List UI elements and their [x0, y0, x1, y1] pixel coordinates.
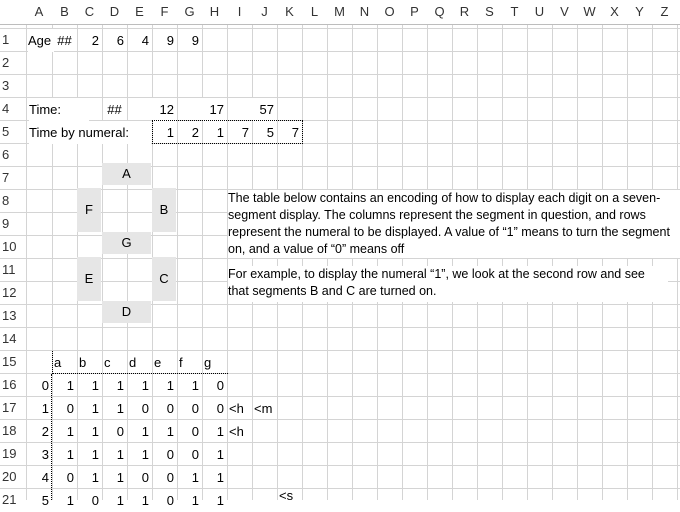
column-header[interactable]: I	[227, 0, 252, 24]
column-header[interactable]: R	[452, 0, 477, 24]
row-header[interactable]: 6	[2, 147, 10, 162]
row-header[interactable]: 17	[2, 400, 17, 415]
cell-g5[interactable]: 2	[191, 125, 199, 140]
example-paragraph: For example, to display the numeral “1”, we look at the second row and see that segments B and C are turned on.	[228, 266, 668, 302]
table-cell[interactable]: 1	[141, 493, 149, 508]
table-cell[interactable]: 1	[166, 378, 174, 393]
cell-j5[interactable]: 5	[266, 125, 274, 140]
column-header[interactable]: H	[202, 0, 227, 24]
row-header[interactable]: 20	[2, 469, 17, 484]
table-header-cell[interactable]: a	[54, 355, 62, 370]
table-cell[interactable]: 1	[216, 447, 224, 462]
column-header[interactable]: B	[52, 0, 77, 24]
table-cell[interactable]: 1	[66, 424, 74, 439]
cell-age-label[interactable]: Age	[28, 29, 54, 52]
row-header[interactable]: 9	[2, 216, 10, 231]
cell-j4[interactable]: 57	[252, 98, 277, 121]
segment-a[interactable]: A	[102, 163, 151, 185]
table-cell[interactable]: 0	[166, 493, 174, 508]
table-cell[interactable]: 1	[216, 470, 224, 485]
row-header[interactable]: 4	[2, 101, 10, 116]
table-extra-cell[interactable]: <s	[279, 488, 294, 503]
table-cell[interactable]: 0	[191, 447, 199, 462]
cell-h4[interactable]: 17	[202, 98, 227, 121]
cell-d1[interactable]: 6	[116, 33, 124, 48]
table-cell[interactable]: 0	[166, 470, 174, 485]
table-cell[interactable]: 1	[141, 447, 149, 462]
table-row-digit[interactable]: 4	[41, 470, 49, 485]
column-header[interactable]: O	[377, 0, 402, 24]
column-header[interactable]: Y	[627, 0, 652, 24]
row-header[interactable]: 12	[2, 285, 17, 300]
table-extra-cell[interactable]: <h	[229, 401, 244, 416]
table-cell[interactable]: 0	[141, 401, 149, 416]
row-header[interactable]: 18	[2, 423, 17, 438]
column-header[interactable]: W	[577, 0, 602, 24]
table-header-cell[interactable]: c	[104, 355, 111, 370]
row-header[interactable]: 8	[2, 193, 10, 208]
row-header[interactable]: 15	[2, 354, 17, 369]
table-cell[interactable]: 0	[141, 470, 149, 485]
table-cell[interactable]: 0	[66, 470, 74, 485]
table-cell[interactable]: 0	[116, 424, 124, 439]
column-header[interactable]: U	[527, 0, 552, 24]
table-cell[interactable]: 0	[191, 424, 199, 439]
segment-d[interactable]: D	[102, 301, 151, 323]
table-header-cell[interactable]: f	[179, 355, 183, 370]
row-header[interactable]: 7	[2, 170, 10, 185]
column-header[interactable]: L	[302, 0, 327, 24]
row-header[interactable]: 21	[2, 492, 17, 507]
row-header[interactable]: 3	[2, 78, 10, 93]
cell-f4[interactable]: 12	[152, 98, 177, 121]
table-cell[interactable]: 0	[166, 401, 174, 416]
table-cell[interactable]: 1	[116, 470, 124, 485]
cell-time-by-numeral-label[interactable]: Time by numeral:	[29, 121, 151, 144]
table-row-digit[interactable]: 3	[41, 447, 49, 462]
table-cell[interactable]: 1	[216, 493, 224, 508]
column-header[interactable]: P	[402, 0, 427, 24]
column-header[interactable]: F	[152, 0, 177, 24]
table-cell[interactable]: 1	[66, 447, 74, 462]
column-header[interactable]: M	[327, 0, 352, 24]
table-cell[interactable]: 1	[116, 447, 124, 462]
column-header[interactable]: C	[77, 0, 102, 24]
segment-f[interactable]: F	[77, 188, 101, 232]
column-header[interactable]: K	[277, 0, 302, 24]
column-header[interactable]: A	[26, 0, 52, 24]
cell-b1[interactable]: ##	[57, 33, 72, 48]
row-header[interactable]: 5	[2, 124, 10, 139]
table-cell[interactable]: 1	[191, 470, 199, 485]
table-cell[interactable]: 0	[166, 447, 174, 462]
table-header-cell[interactable]: g	[204, 355, 212, 370]
column-header[interactable]: X	[602, 0, 627, 24]
column-header[interactable]: J	[252, 0, 277, 24]
table-cell[interactable]: 1	[116, 378, 124, 393]
row-header[interactable]: 2	[2, 55, 10, 70]
column-header[interactable]: T	[502, 0, 527, 24]
instruction-paragraph: The table below contains an encoding of how to display each digit on a seven-segment display. The columns represent the segment in question, and rows represent the numeral to be displayed. A value of “1” means to turn the segment on, and a value of “0” means off	[228, 190, 680, 258]
column-header[interactable]: Q	[427, 0, 452, 24]
table-cell[interactable]: 0	[216, 378, 224, 393]
table-cell[interactable]: 1	[91, 470, 99, 485]
table-cell[interactable]: 1	[141, 378, 149, 393]
table-extra-cell[interactable]: <m	[254, 401, 273, 416]
table-row-digit[interactable]: 5	[41, 493, 49, 508]
table-cell[interactable]: 1	[216, 424, 224, 439]
cell-g1[interactable]: 9	[191, 33, 199, 48]
table-header-cell[interactable]: d	[129, 355, 137, 370]
cell-e1[interactable]: 4	[141, 33, 149, 48]
table-cell[interactable]: 1	[66, 493, 74, 508]
column-header[interactable]: G	[177, 0, 202, 24]
table-cell[interactable]: 0	[91, 493, 99, 508]
table-header-cell[interactable]: e	[154, 355, 162, 370]
table-cell[interactable]: 1	[91, 424, 99, 439]
table-cell[interactable]: 1	[66, 378, 74, 393]
cell-k5[interactable]: 7	[291, 125, 299, 140]
cell-time-label[interactable]: Time:	[29, 98, 89, 121]
row-header[interactable]: 16	[2, 377, 17, 392]
table-cell[interactable]: 0	[216, 401, 224, 416]
table-cell[interactable]: 1	[191, 378, 199, 393]
column-header[interactable]: S	[477, 0, 502, 24]
row-header[interactable]: 19	[2, 446, 17, 461]
cell-c1[interactable]: 2	[91, 33, 99, 48]
table-cell[interactable]: 1	[91, 401, 99, 416]
table-cell[interactable]: 1	[116, 493, 124, 508]
row-header[interactable]: 13	[2, 308, 17, 323]
table-cell[interactable]: 1	[141, 424, 149, 439]
table-cell[interactable]: 1	[91, 447, 99, 462]
row-header[interactable]: 14	[2, 331, 17, 346]
table-cell[interactable]: 1	[116, 401, 124, 416]
column-header[interactable]: Z	[652, 0, 677, 24]
column-header[interactable]: N	[352, 0, 377, 24]
segment-g[interactable]: G	[102, 232, 151, 254]
table-cell[interactable]: 1	[166, 424, 174, 439]
table-row-digit[interactable]: 0	[41, 378, 49, 393]
table-header-cell[interactable]: b	[79, 355, 87, 370]
segment-c[interactable]: C	[152, 257, 176, 301]
cell-i5[interactable]: 7	[241, 125, 249, 140]
cell-f5[interactable]: 1	[166, 125, 174, 140]
row-header[interactable]: 10	[2, 239, 17, 254]
segment-e[interactable]: E	[77, 257, 101, 301]
cell-d4[interactable]: ##	[107, 102, 122, 117]
table-cell[interactable]: 1	[191, 493, 199, 508]
row-header[interactable]: 1	[2, 32, 10, 47]
segment-b[interactable]: B	[152, 188, 176, 232]
table-row-digit[interactable]: 2	[41, 424, 49, 439]
column-header[interactable]: D	[102, 0, 127, 24]
row-header[interactable]: 11	[2, 262, 16, 277]
column-header[interactable]: V	[552, 0, 577, 24]
cell-f1[interactable]: 9	[166, 33, 174, 48]
table-cell[interactable]: 0	[191, 401, 199, 416]
table-cell[interactable]: 0	[66, 401, 74, 416]
table-cell[interactable]: 1	[91, 378, 99, 393]
column-header[interactable]: E	[127, 0, 152, 24]
cell-h5[interactable]: 1	[216, 125, 224, 140]
table-row-digit[interactable]: 1	[41, 401, 49, 416]
table-extra-cell[interactable]: <h	[229, 424, 244, 439]
